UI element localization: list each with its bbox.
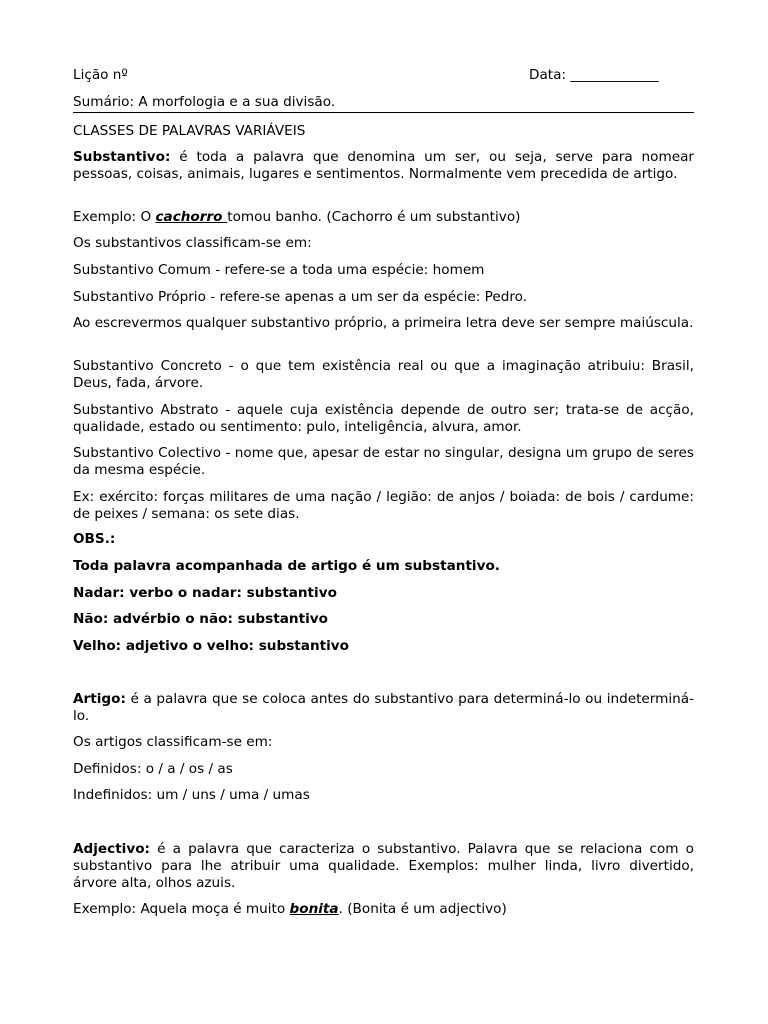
obs-label: OBS.: [73,531,116,547]
adjectivo-term: Adjectivo: [73,841,150,857]
obs-line-4: Velho: adjetivo o velho: substantivo [73,638,350,654]
substantivo-term: Substantivo: [73,149,171,165]
section-title: CLASSES DE PALAVRAS VARIÁVEIS [73,123,306,139]
adjectivo-example-suffix: . (Bonita é um adjectivo) [338,901,507,917]
example-suffix: tomou banho. (Cachorro é um substantivo) [227,209,521,225]
adjectivo-example [73,901,694,918]
substantivo-proprio: Substantivo Próprio - refere-se apenas a um ser da espécie: Pedro. [73,289,528,305]
header-divider [73,112,694,113]
obs-line-3: Não: advérbio o não: substantivo [73,611,328,627]
data-label: Data: _____________ [529,67,659,83]
substantivo-classify-intro: Os substantivos classificam-se em: [73,235,312,251]
adjectivo-example-word: bonita [289,901,339,917]
substantivo-concreto: Substantivo Concreto - o que tem existência real ou que a imaginação atribuiu: Brasil, Deus, fada, árvore. [73,358,694,391]
substantivo-definition [73,149,694,183]
adjectivo-example-prefix: Exemplo: Aquela moça é muito [73,901,290,917]
artigo-term: Artigo: [73,691,126,707]
adjectivo-definition [73,841,694,892]
substantivo-example [73,209,694,226]
substantivo-comum: Substantivo Comum - refere-se a toda uma espécie: homem [73,262,485,278]
substantivo-abstrato: Substantivo Abstrato - aquele cuja existência depende de outro ser; trata-se de acção, qualidade, estado ou sentimento: pulo, inteligência, alvura, amor. [73,402,694,435]
example-prefix: Exemplo: O [73,209,156,225]
artigo-definition [73,691,694,725]
adjectivo-definition-text: é a palavra que caracteriza o substantivo. Palavra que se relaciona com o substantivo para lhe atribuir uma qualidade. Exemplos: mulher linda, livro divertido, árvore alta, olhos azuis. [73,841,694,891]
artigo-indefinidos: Indefinidos: um / uns / uma / umas [73,787,310,803]
artigo-definidos: Definidos: o / a / os / as [73,761,233,777]
licao-label: Lição nº [73,67,128,83]
substantivo-definition-text: é toda a palavra que denomina um ser, ou seja, serve para nomear pessoas, coisas, animais, lugares e sentimentos. Normalmente vem precedida de artigo. [73,149,694,182]
artigo-classify-intro: Os artigos classificam-se em: [73,734,273,750]
substantivo-colectivo: Substantivo Colectivo - nome que, apesar de estar no singular, designa um grupo de seres da mesma espécie. [73,445,694,478]
substantivo-colectivo-examples: Ex: exército: forças militares de uma nação / legião: de anjos / boiada: de bois / cardume: de peixes / semana: os sete dias. [73,489,694,522]
obs-line-1: Toda palavra acompanhada de artigo é um substantivo. [73,558,500,574]
sumario-line: Sumário: A morfologia e a sua divisão. [73,94,336,110]
artigo-definition-text: é a palavra que se coloca antes do substantivo para determiná-lo ou indeterminá-lo. [73,691,694,724]
obs-line-2: Nadar: verbo o nadar: substantivo [73,585,337,601]
example-word: cachorro [155,209,228,225]
substantivo-proprio-note: Ao escrevermos qualquer substantivo próprio, a primeira letra deve ser sempre maiúscula. [73,315,694,331]
header-row [73,67,694,84]
